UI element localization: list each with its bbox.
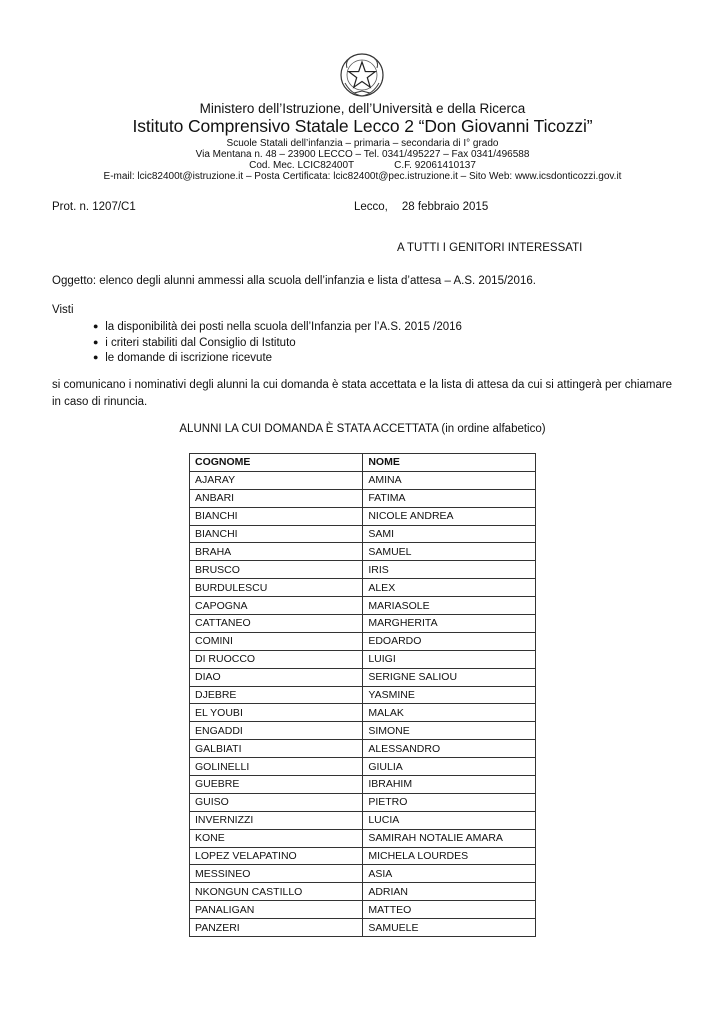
surname-cell: KONE [190, 829, 363, 847]
name-cell: SAMUEL [363, 543, 536, 561]
surname-cell: CAPOGNA [190, 597, 363, 615]
name-cell: SIMONE [363, 722, 536, 740]
table-row [190, 471, 536, 489]
tax-code: C.F. 92061410137 [394, 160, 476, 171]
name-cell: FATIMA [363, 489, 536, 507]
name-cell: IRIS [363, 561, 536, 579]
surname-cell: MESSINEO [190, 865, 363, 883]
surname-cell: BIANCHI [190, 507, 363, 525]
surname-cell: GALBIATI [190, 740, 363, 758]
name-cell: PIETRO [363, 793, 536, 811]
surname-cell: DI RUOCCO [190, 650, 363, 668]
surname-cell: GUISO [190, 793, 363, 811]
column-header-surname: COGNOME [190, 454, 363, 472]
table-row [190, 722, 536, 740]
surname-cell: CATTANEO [190, 615, 363, 633]
column-header-name: NOME [363, 454, 536, 472]
subject-line: Oggetto: elenco degli alunni ammessi alla scuola dell’infanzia e lista d’attesa – A.S. 2015/2016. [52, 275, 536, 287]
name-cell: SAMUELE [363, 919, 536, 937]
surname-cell: PANZERI [190, 919, 363, 937]
name-cell: GIULIA [363, 758, 536, 776]
surname-cell: DJEBRE [190, 686, 363, 704]
surname-cell: PANALIGAN [190, 901, 363, 919]
table-row [190, 525, 536, 543]
list-item [93, 319, 462, 335]
list-item-text: le domande di iscrizione ricevute [105, 352, 273, 364]
name-cell: MICHELA LOURDES [363, 847, 536, 865]
table-header-row [190, 454, 536, 472]
name-cell: AMINA [363, 471, 536, 489]
visti-label: Visti [52, 304, 74, 316]
list-item [93, 335, 462, 351]
surname-cell: GOLINELLI [190, 758, 363, 776]
name-cell: SERIGNE SALIOU [363, 668, 536, 686]
table-row [190, 865, 536, 883]
table-row [190, 758, 536, 776]
name-cell: MALAK [363, 704, 536, 722]
surname-cell: EL YOUBI [190, 704, 363, 722]
surname-cell: GUEBRE [190, 776, 363, 794]
name-cell: NICOLE ANDREA [363, 507, 536, 525]
table-body [190, 471, 536, 936]
institute-name: Istituto Comprensivo Statale Lecco 2 “Don Giovanni Ticozzi” [132, 116, 593, 136]
name-cell: MARGHERITA [363, 615, 536, 633]
surname-cell: BRAHA [190, 543, 363, 561]
table-row [190, 704, 536, 722]
table-row [190, 829, 536, 847]
institute-address: Via Mentana n. 48 – 23900 LECCO – Tel. 0341/495227 – Fax 0341/496588 [195, 149, 530, 160]
table-row [190, 597, 536, 615]
table-row [190, 561, 536, 579]
name-cell: EDOARDO [363, 632, 536, 650]
table-row [190, 615, 536, 633]
date: 28 febbraio 2015 [401, 201, 489, 213]
cod-mec: Cod. Mec. LCIC82400T [249, 160, 355, 171]
accepted-students-table [189, 453, 536, 937]
table-row [190, 489, 536, 507]
ministry-name: Ministero dell’Istruzione, dell’Università e della Ricerca [199, 101, 526, 116]
name-cell: LUIGI [363, 650, 536, 668]
surname-cell: BRUSCO [190, 561, 363, 579]
table-row [190, 883, 536, 901]
surname-cell: BURDULESCU [190, 579, 363, 597]
protocol-number: Prot. n. 1207/C1 [52, 201, 136, 213]
institute-contacts: E-mail: lcic82400t@istruzione.it – Posta Certificata: lcic82400t@pec.istruzione.it – Sito Web: www.icsdonticozzi.gov.it [103, 171, 622, 182]
table-row [190, 650, 536, 668]
recipient: A TUTTI I GENITORI INTERESSATI [397, 242, 583, 254]
surname-cell: AJARAY [190, 471, 363, 489]
table-row [190, 668, 536, 686]
surname-cell: BIANCHI [190, 525, 363, 543]
name-cell: ASIA [363, 865, 536, 883]
italian-republic-emblem-icon [337, 50, 387, 100]
surname-cell: COMINI [190, 632, 363, 650]
table-row [190, 811, 536, 829]
institute-codes [0, 160, 725, 171]
table-row [190, 632, 536, 650]
name-cell: MATTEO [363, 901, 536, 919]
surname-cell: INVERNIZZI [190, 811, 363, 829]
body-paragraph: si comunicano i nominativi degli alunni la cui domanda è stata accettata e la lista di attesa da cui si attingerà per chiamare in caso di rinuncia. [52, 379, 673, 408]
table-row [190, 686, 536, 704]
surname-cell: NKONGUN CASTILLO [190, 883, 363, 901]
name-cell: YASMINE [363, 686, 536, 704]
name-cell: MARIASOLE [363, 597, 536, 615]
name-cell: SAMIRAH NOTALIE AMARA [363, 829, 536, 847]
table-row [190, 901, 536, 919]
surname-cell: LOPEZ VELAPATINO [190, 847, 363, 865]
table-row [190, 919, 536, 937]
table-row [190, 740, 536, 758]
name-cell: ADRIAN [363, 883, 536, 901]
place: Lecco, [354, 201, 388, 213]
table-row [190, 793, 536, 811]
table-row [190, 507, 536, 525]
bullet-icon: ● [93, 321, 99, 331]
place-date [354, 201, 488, 213]
name-cell: LUCIA [363, 811, 536, 829]
list-item-text: la disponibilità dei posti nella scuola dell’Infanzia per l’A.S. 2015 /2016 [105, 321, 462, 333]
list-item-text: i criteri stabiliti dal Consiglio di Istituto [105, 336, 296, 349]
surname-cell: ANBARI [190, 489, 363, 507]
surname-cell: ENGADDI [190, 722, 363, 740]
table-row [190, 776, 536, 794]
name-cell: IBRAHIM [363, 776, 536, 794]
surname-cell: DIAO [190, 668, 363, 686]
table-row [190, 847, 536, 865]
name-cell: ALESSANDRO [363, 740, 536, 758]
name-cell: SAMI [363, 525, 536, 543]
name-cell: ALEX [363, 579, 536, 597]
table-caption: ALUNNI LA CUI DOMANDA È STATA ACCETTATA (in ordine alfabetico) [179, 423, 546, 435]
bullet-icon: ● [93, 352, 99, 362]
table-row [190, 543, 536, 561]
bullet-icon: ● [93, 336, 99, 347]
school-levels: Scuole Statali dell’infanzia – primaria – secondaria di I° grado [226, 138, 499, 149]
table-row [190, 579, 536, 597]
considerations-list [93, 319, 462, 366]
list-item [93, 350, 462, 366]
